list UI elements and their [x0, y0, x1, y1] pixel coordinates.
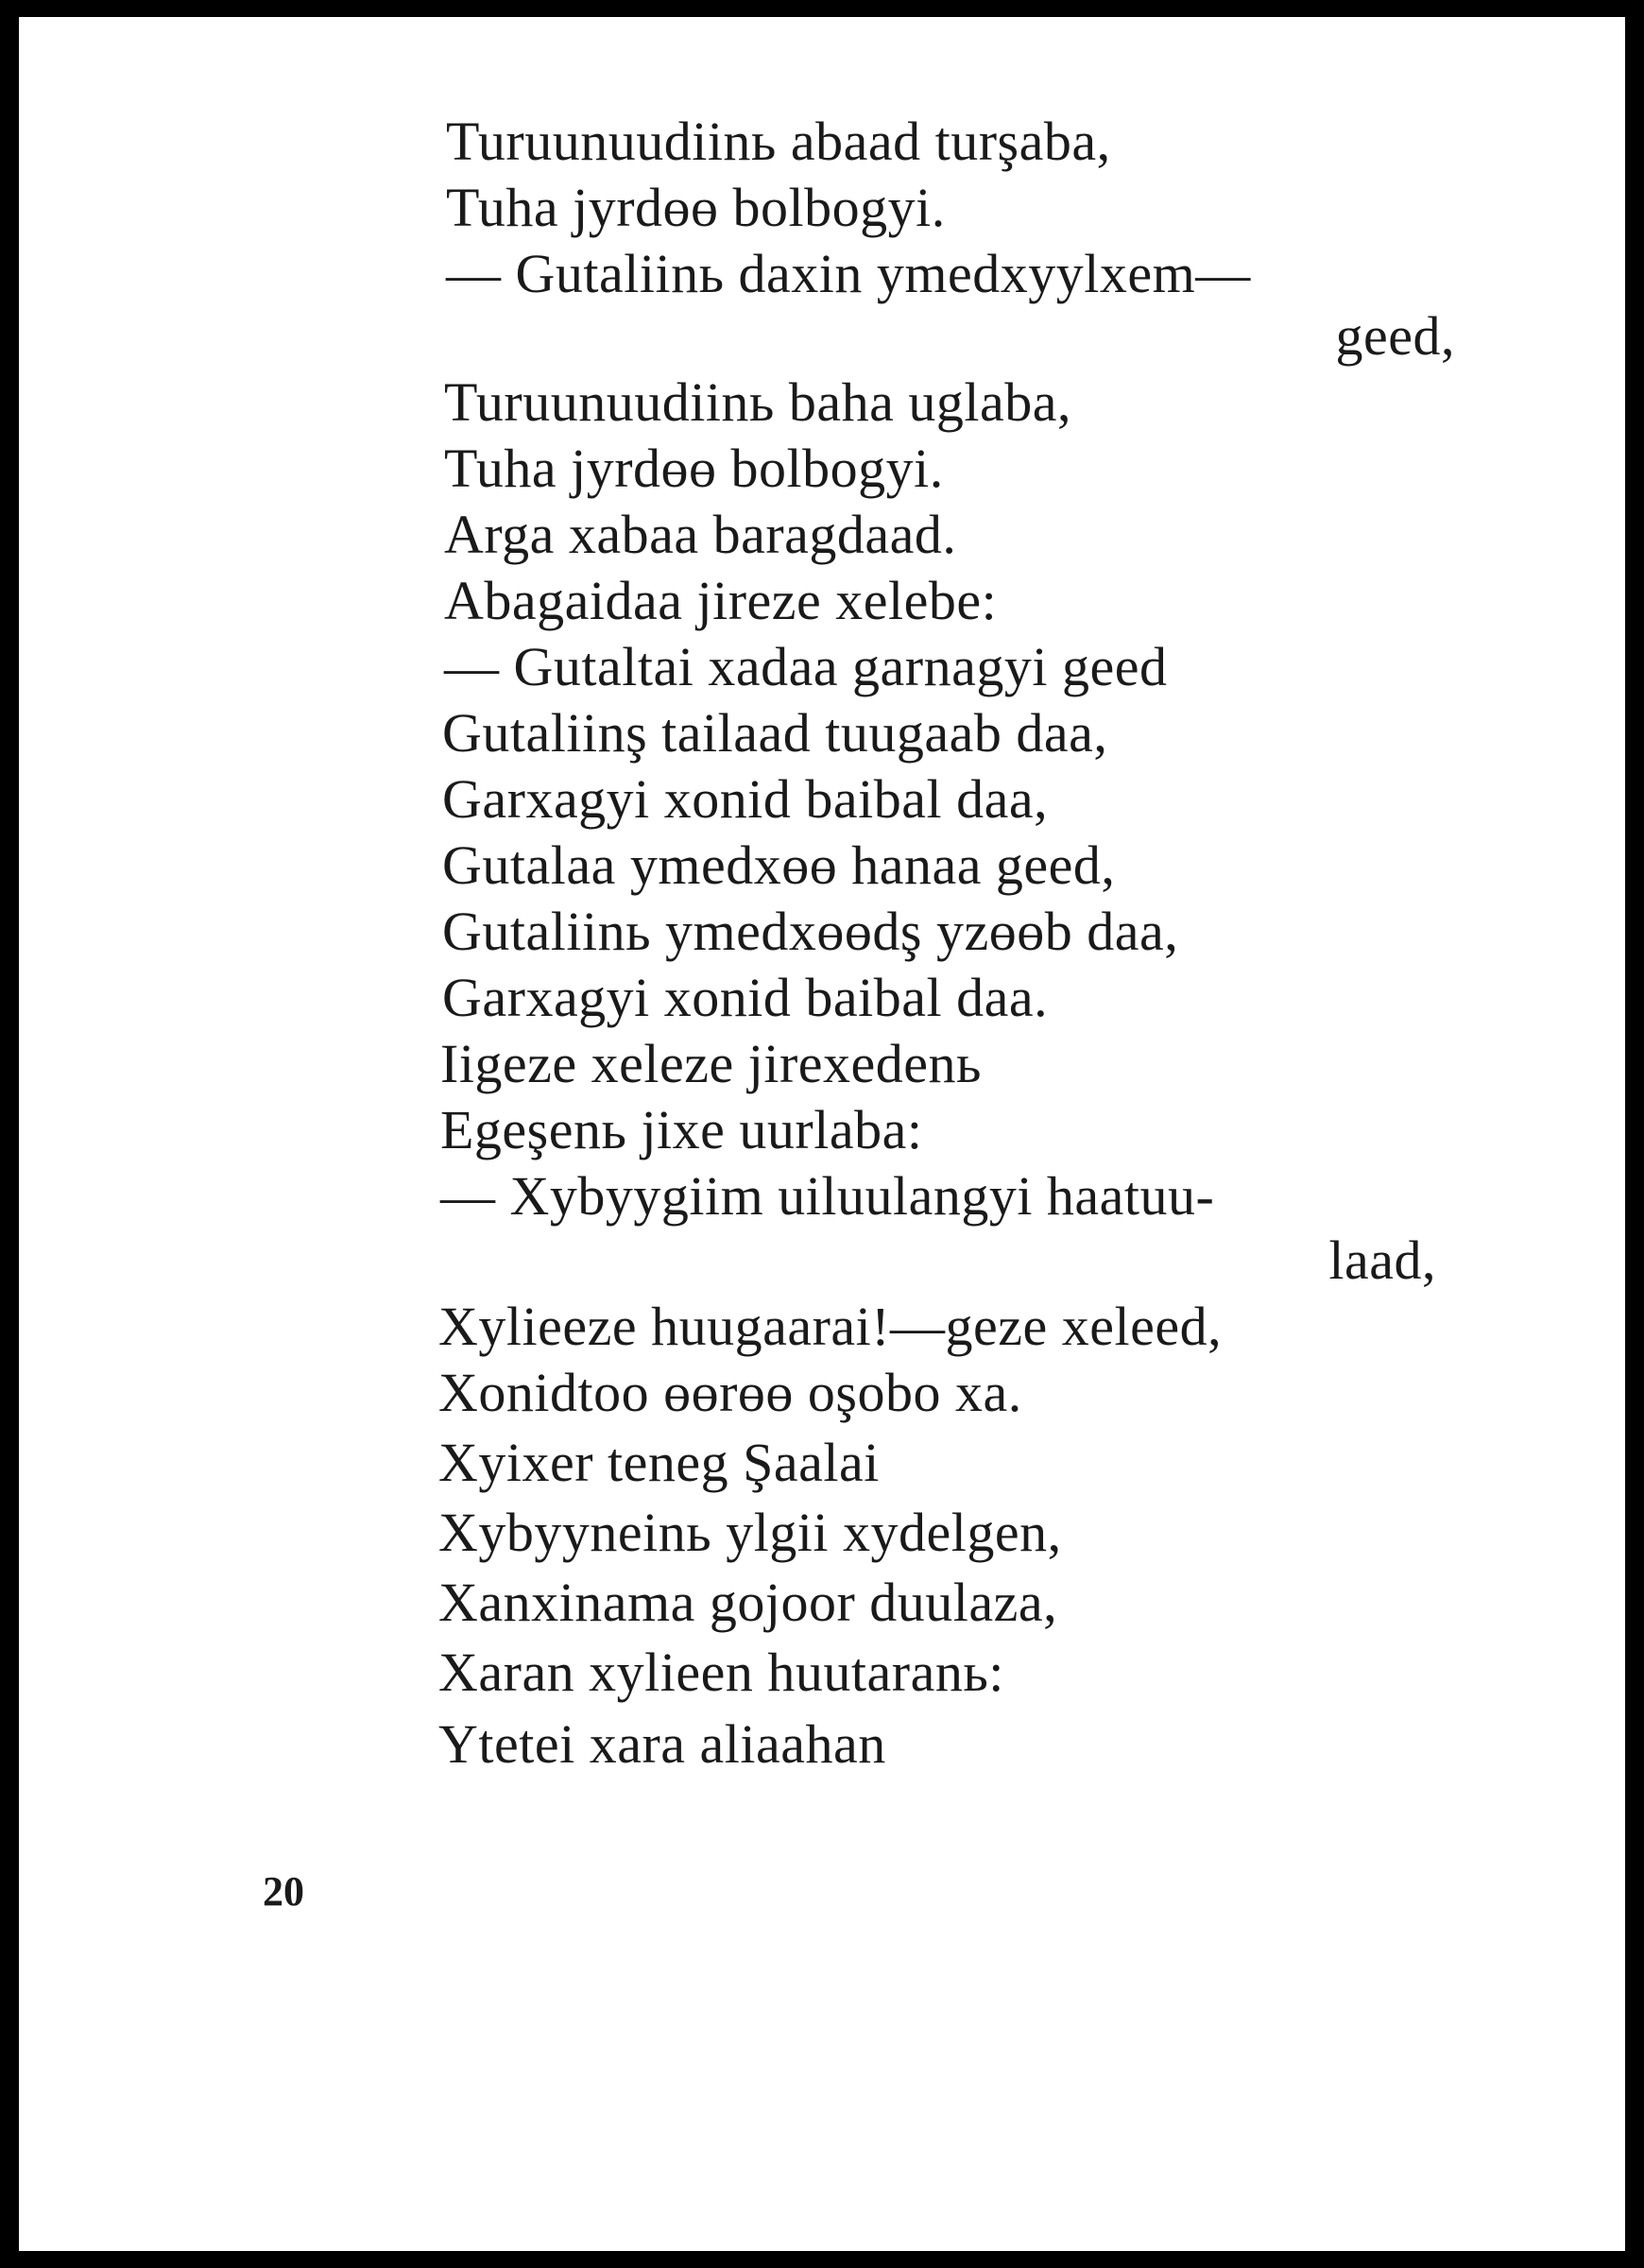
- poem-line: Gutalaa ymedxөө hanaa geed,: [442, 834, 1116, 896]
- poem-line: — Gutaltai xadaa garnagyi geed: [444, 636, 1168, 697]
- poem-line: Garxagyi xonid baibal daa,: [442, 768, 1049, 830]
- poem-line: Xonidtoo өөrөө oşobo xa.: [438, 1362, 1022, 1423]
- poem-line: Ytetei xara aliaahan: [438, 1713, 886, 1775]
- poem-line: Xyixer teneg Şaalai: [438, 1432, 880, 1493]
- poem-line: Egeşenь jixe uurlaba:: [440, 1099, 923, 1160]
- poem-line: Gutaliinь ymedxөөdş yzөөb daa,: [442, 901, 1179, 962]
- poem-line: Xybyyneinь ylgii xydelgen,: [438, 1502, 1062, 1563]
- poem-line-continuation: laad,: [1328, 1229, 1436, 1291]
- poem-line: Xylieeze huugaarai!—geze xeleed,: [438, 1296, 1223, 1357]
- poem-line: Abagaidaa jireze xelebe:: [444, 570, 998, 631]
- poem-line: Gutaliinş tailaad tuugaab daa,: [442, 702, 1108, 764]
- poem-line: Tuha jyrdөө bolbogyi.: [444, 438, 944, 499]
- book-page: [19, 17, 1625, 2251]
- poem-line: Tuha jyrdөө bolbogyi.: [446, 177, 946, 238]
- poem-line: Arga xabaa baragdaad.: [444, 504, 957, 565]
- poem-line: Turuunuudiinь abaad turşaba,: [446, 111, 1111, 172]
- poem-line: — Xybyygiim uiluulangyi haatuu-: [440, 1165, 1215, 1227]
- poem-line-continuation: geed,: [1335, 305, 1455, 367]
- poem-line: Iigeze xeleze jirexedenь: [440, 1033, 982, 1094]
- poem-line: Turuunuudiinь baha uglaba,: [444, 371, 1071, 433]
- poem-text: [19, 17, 1625, 2002]
- poem-line: Xanxinama gojoor duulaza,: [438, 1572, 1058, 1633]
- poem-line: — Gutaliinь daxin ymedxyylxem—: [446, 243, 1251, 304]
- page-number: 20: [263, 1868, 304, 1915]
- poem-line: Garxagyi xonid baibal daa.: [442, 967, 1049, 1028]
- poem-line: Xaran xylieen huutaranь:: [438, 1641, 1004, 1703]
